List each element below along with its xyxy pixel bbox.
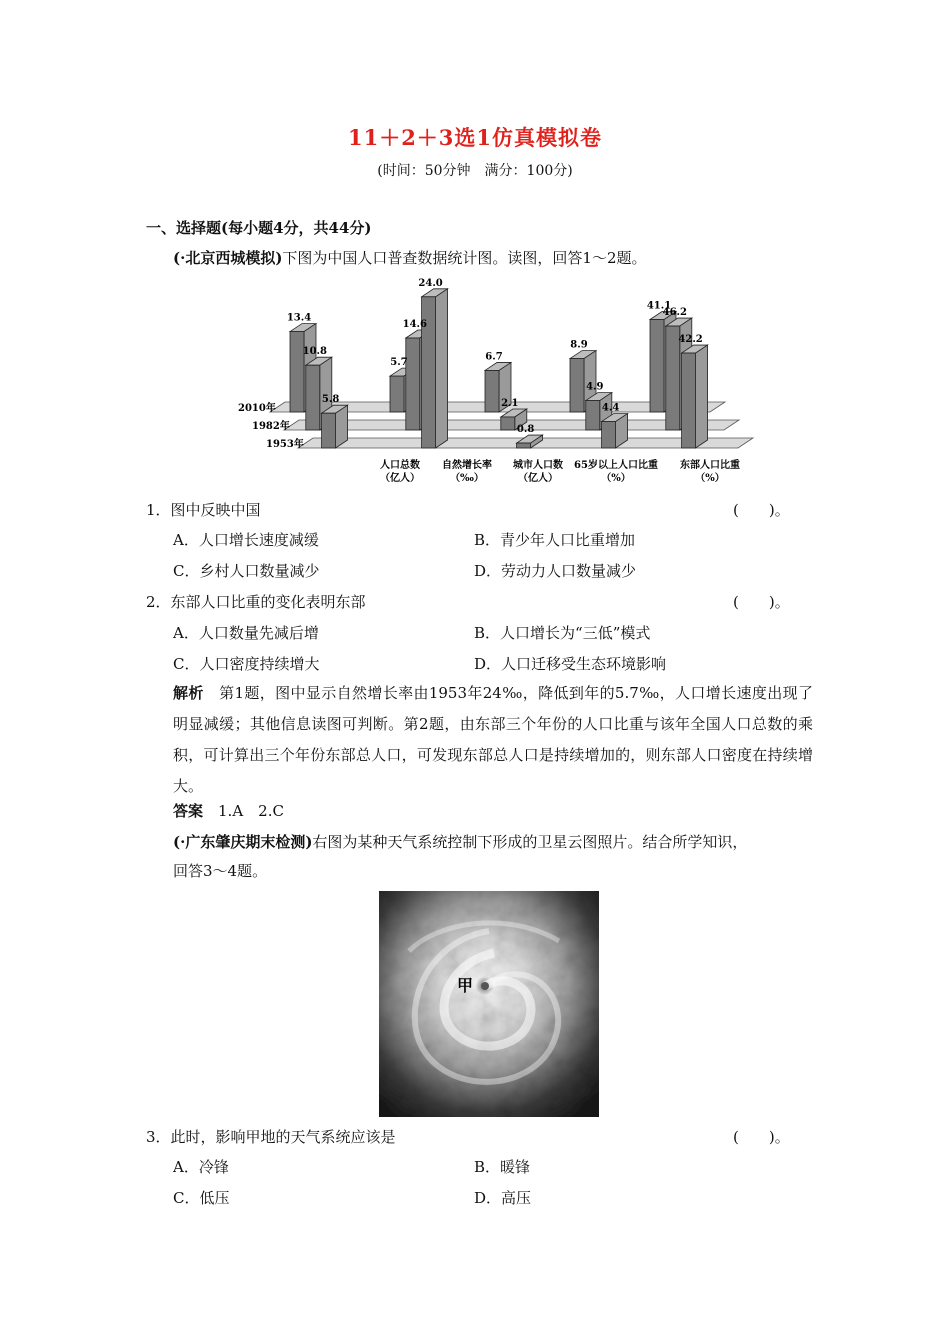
page-subtitle: (时间：50分钟 满分：100分) [377, 163, 573, 179]
category-label: 自然增长率 [442, 460, 492, 471]
category-label: （%） [601, 473, 631, 484]
q1-option-c[interactable]: C．乡村人口数量减少 [173, 562, 320, 580]
bar-value-label: 4.4 [601, 402, 620, 414]
bar-side [436, 289, 448, 448]
bar-value-label: 4.9 [586, 381, 604, 393]
q3-option-d[interactable]: D．高压 [474, 1189, 532, 1207]
bar [485, 370, 499, 412]
group2-source: (·广东肇庆期末检测) [173, 833, 313, 851]
typhoon-eye [481, 982, 489, 990]
q1-option-a[interactable]: A．人口增长速度减缓 [173, 531, 319, 549]
bar [406, 338, 420, 430]
year-label: 1953年 [266, 439, 304, 450]
group1-intro [173, 248, 647, 268]
q3-answer-blank: ( )。 [733, 1128, 790, 1146]
bar-value-label: 8.9 [570, 339, 588, 351]
category-label: （亿人） [518, 473, 558, 484]
bar-value-label: 10.8 [302, 346, 327, 358]
section-heading: 一、选择题(每小题4分，共44分) [146, 219, 372, 237]
q3-option-a[interactable]: A．冷锋 [173, 1158, 229, 1176]
bar-value-label: 41.1 [646, 300, 672, 312]
category-label: （亿人） [380, 473, 420, 484]
q3-option-c[interactable]: C．低压 [173, 1189, 230, 1207]
analysis-block [173, 678, 813, 802]
category-label: 城市人口数 [513, 460, 563, 471]
bar-value-label: 0.8 [516, 424, 535, 436]
bar [306, 365, 320, 430]
bar-value-label: 14.6 [402, 319, 427, 331]
bar [570, 359, 584, 412]
bar-side [696, 345, 708, 448]
answer-label: 答案 [173, 802, 204, 820]
population-chart [230, 277, 750, 489]
bar [390, 376, 404, 412]
category-label: 65岁以上人口比重 [574, 460, 658, 471]
bar-value-label: 46.2 [662, 307, 687, 319]
q2-option-c[interactable]: C．人口密度持续增大 [173, 655, 320, 673]
bar-side [336, 405, 348, 448]
q3-stem: 3．此时，影响甲地的天气系统应该是 [146, 1128, 396, 1146]
bar-value-label: 6.7 [485, 351, 503, 363]
bar [682, 353, 696, 448]
group2-intro [173, 832, 747, 852]
q2-option-b[interactable]: B．人口增长为“三低”模式 [474, 624, 651, 642]
bar-value-label: 2.1 [501, 397, 519, 409]
analysis-label: 解析 [173, 684, 204, 702]
bar-value-label: 5.8 [321, 394, 340, 406]
q1-stem: 1．图中反映中国 [146, 501, 261, 519]
bar [322, 413, 336, 448]
bar-value-label: 42.2 [678, 334, 703, 346]
group2-intro-cont: 回答3～4题。 [173, 862, 268, 880]
group1-intro-text: 下图为中国人口普查数据统计图。读图，回答1～2题。 [282, 249, 647, 267]
satellite-cloud-image [379, 891, 599, 1117]
analysis-text: 第1题，图中显示自然增长率由1953年24‰，降低到年的5.7‰，人口增长速度出现了明显减缓；其他信息读图可判断。第2题，由东部三个年份的人口比重与该年全国人口总数的乘积，可计算出三个年份东部总人口，可发现东部总人口是持续增加的，则东部人口密度在持续增大。 [173, 684, 813, 795]
group2-intro-text: 右图为某种天气系统控制下形成的卫星云图照片。结合所学知识， [312, 833, 748, 851]
bar [290, 332, 304, 412]
q1-answer-blank: ( )。 [733, 501, 790, 519]
bar [501, 417, 515, 430]
q1-option-d[interactable]: D．劳动力人口数量减少 [474, 562, 637, 580]
bar-value-label: 13.4 [286, 312, 312, 324]
q3-option-b[interactable]: B．暖锋 [474, 1158, 531, 1176]
category-label: 人口总数 [380, 460, 420, 471]
category-label: 东部人口比重 [680, 460, 740, 471]
group1-source: (·北京西城模拟) [173, 249, 283, 267]
page-title: 11＋2＋3选1仿真模拟卷 [347, 125, 603, 150]
bar [650, 320, 664, 412]
category-label: （‰） [450, 473, 484, 484]
category-label: （%） [695, 473, 725, 484]
q2-stem: 2．东部人口比重的变化表明东部 [146, 593, 366, 611]
bar [586, 401, 600, 430]
satellite-label-jia: 甲 [457, 976, 474, 995]
year-label: 2010年 [238, 403, 276, 414]
bar-value-label: 24.0 [418, 277, 443, 289]
q2-option-a[interactable]: A．人口数量先减后增 [173, 624, 319, 642]
q2-answer-blank: ( )。 [733, 593, 790, 611]
bar-value-label: 5.7 [390, 357, 408, 369]
answer-text: 1.A 2.C [203, 802, 284, 820]
q1-option-b[interactable]: B．青少年人口比重增加 [474, 531, 636, 549]
q2-option-d[interactable]: D．人口迁移受生态环境影响 [474, 655, 667, 673]
answer-line [173, 801, 284, 821]
bar [517, 443, 531, 448]
year-label: 1982年 [252, 421, 290, 432]
bar [602, 422, 616, 448]
